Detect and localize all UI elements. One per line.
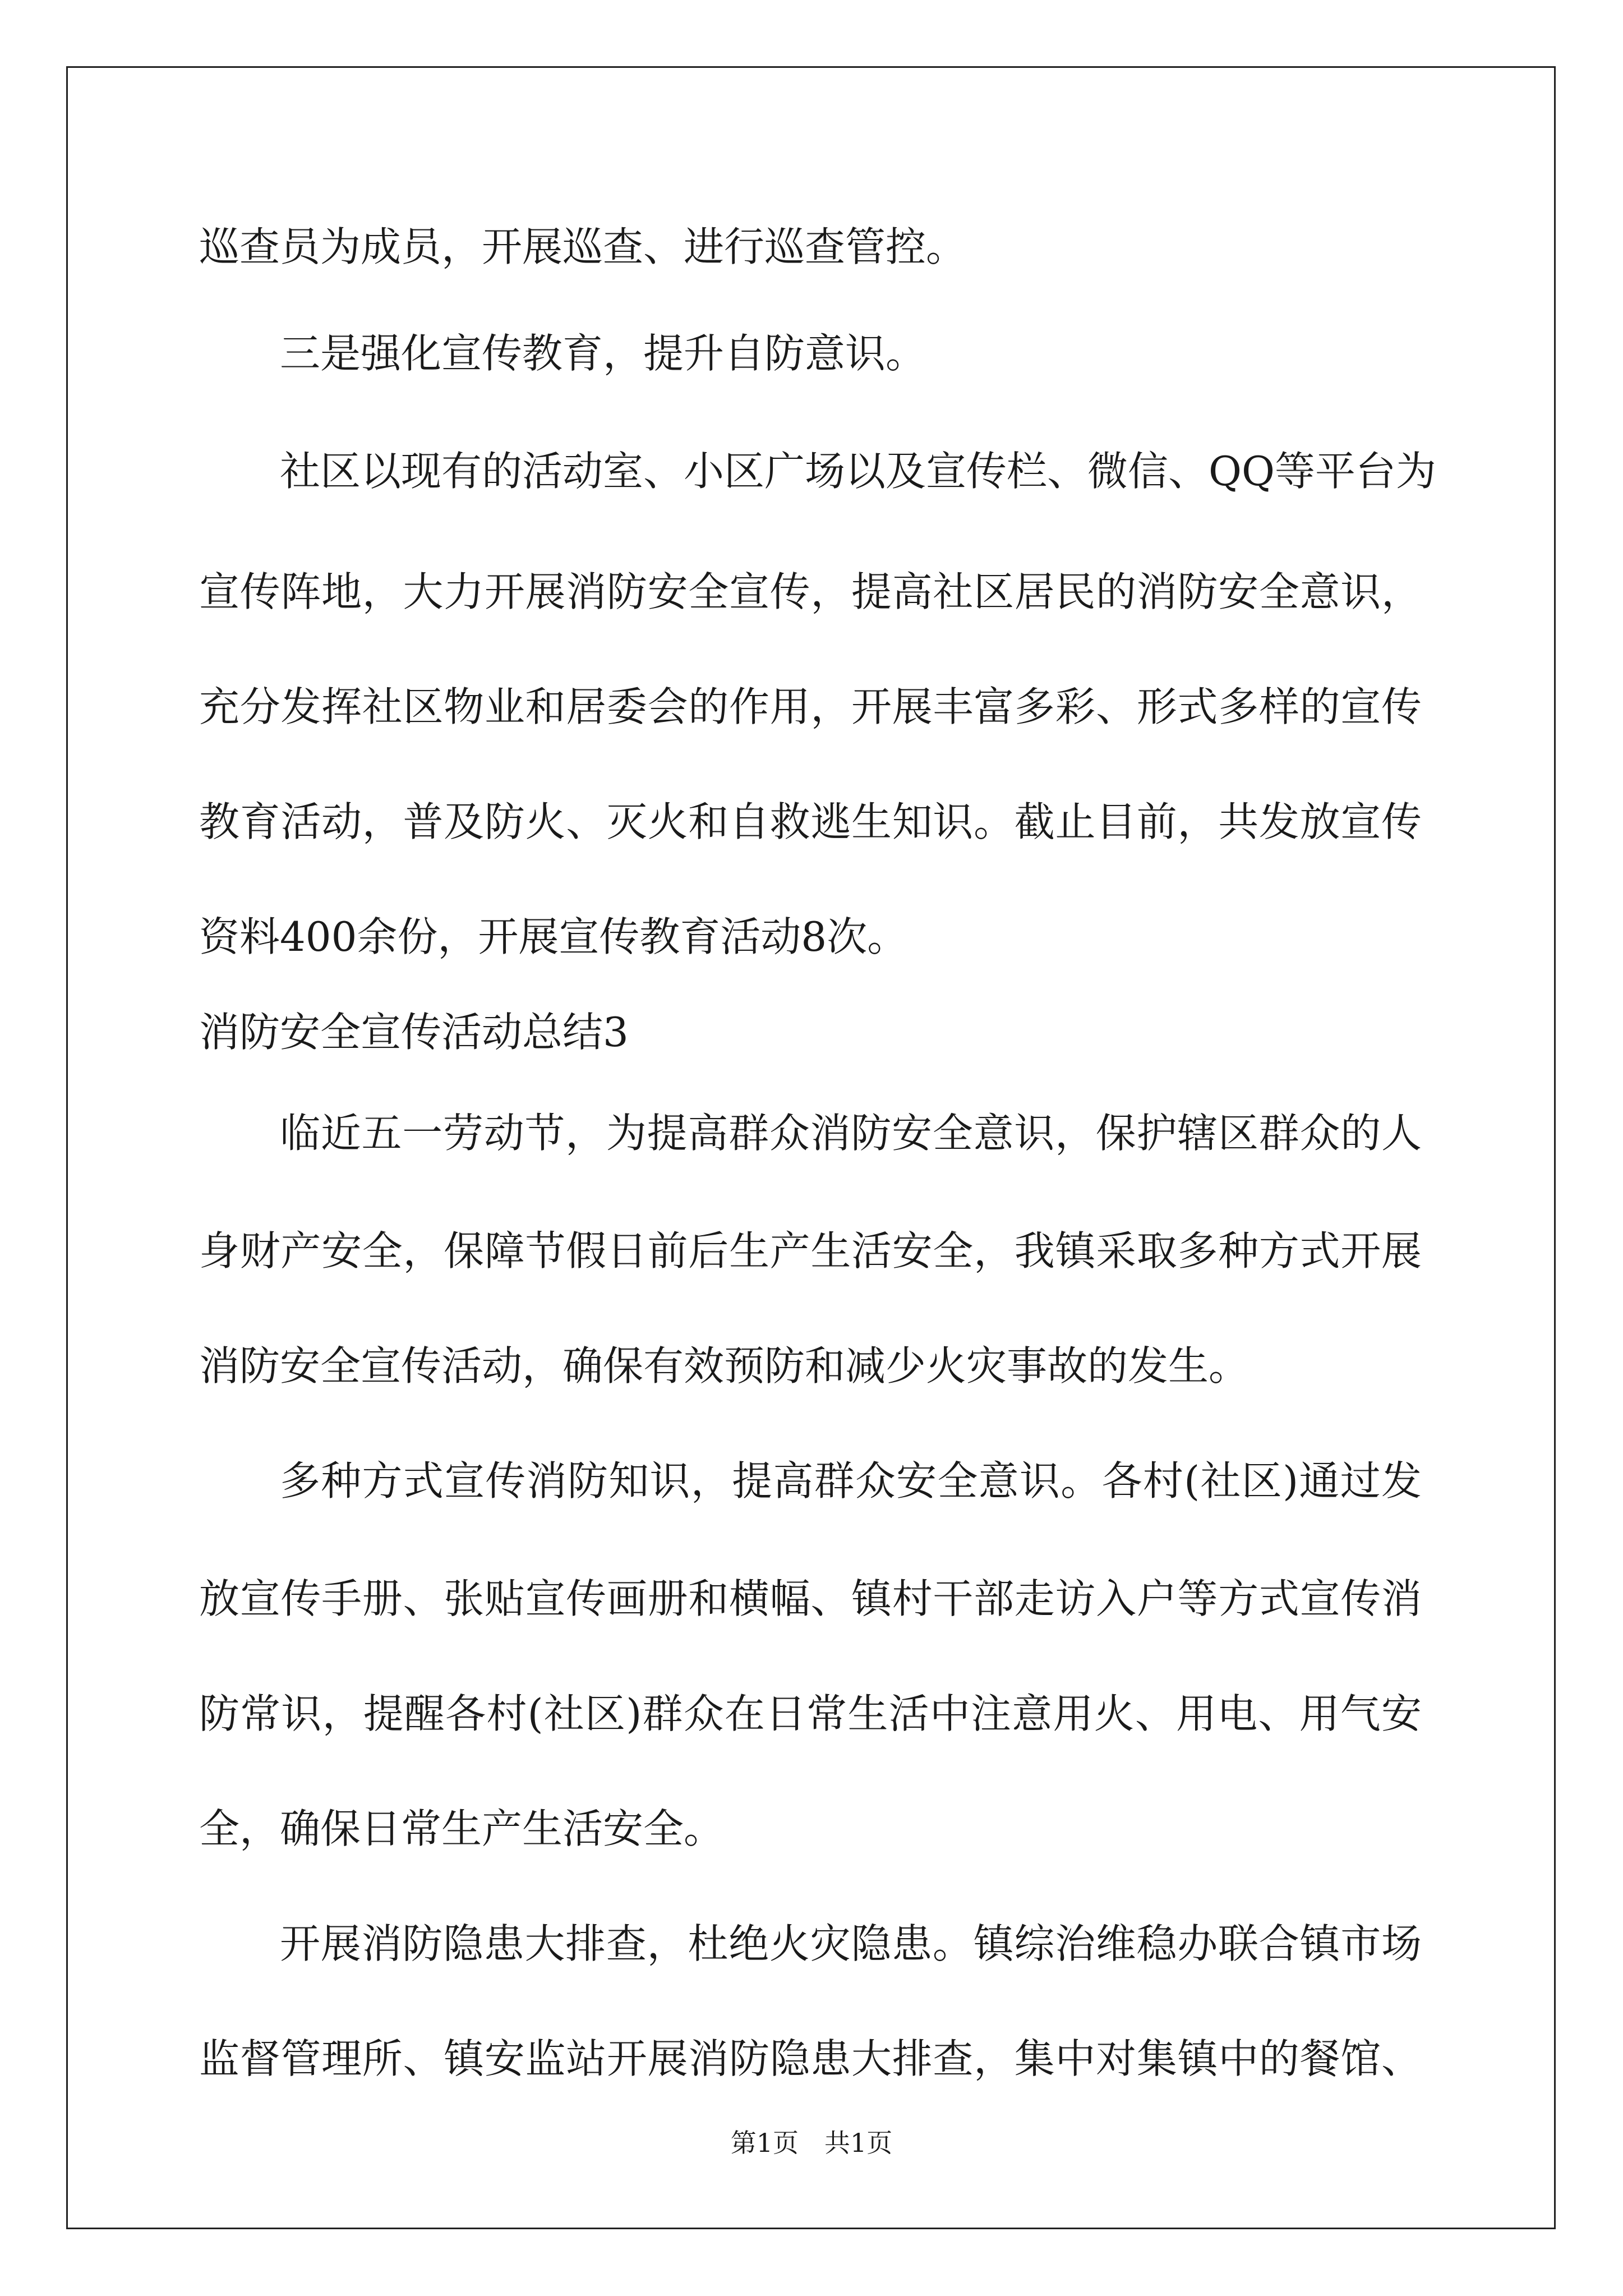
body-line: 消防安全宣传活动，确保有效预防和减少火灾事故的发生。 [199,1342,1249,1389]
body-line: 临近五一劳动节，为提高群众消防安全意识，保护辖区群众的人 [280,1110,1422,1157]
body-line: 监督管理所、镇安监站开展消防隐患大排查，集中对集镇中的餐馆、 [199,2035,1422,2082]
body-line: 全，确保日常生产生活安全。 [199,1805,725,1852]
page-total: 共1页 [824,2128,893,2158]
page-footer [0,2126,1623,2160]
body-line: 宣传阵地，大力开展消防安全宣传，提高社区居民的消防安全意识， [199,568,1422,615]
body-line: 开展消防隐患大排查，杜绝火灾隐患。镇综治维稳办联合镇市场 [280,1920,1422,1967]
body-line: 教育活动，普及防火、灭火和自救逃生知识。截止目前，共发放宣传 [199,798,1422,845]
section-title: 消防安全宣传活动总结3 [199,1009,629,1056]
body-line: 巡查员为成员，开展巡查、进行巡查管控。 [199,223,967,270]
body-line: 社区以现有的活动室、小区广场以及宣传栏、微信、QQ等平台为 [280,448,1437,495]
body-line: 资料400余份，开展宣传教育活动8次。 [199,913,908,960]
body-line: 充分发挥社区物业和居委会的作用，开展丰富多彩、形式多样的宣传 [199,683,1422,730]
body-line: 身财产安全，保障节假日前后生产生活安全，我镇采取多种方式开展 [199,1227,1422,1274]
body-line: 放宣传手册、张贴宣传画册和横幅、镇村干部走访入户等方式宣传消 [199,1575,1422,1622]
section-heading: 三是强化宣传教育，提升自防意识。 [280,330,926,377]
body-line: 多种方式宣传消防知识，提高群众安全意识。各村(社区)通过发 [280,1457,1422,1504]
body-line: 防常识，提醒各村(社区)群众在日常生活中注意用火、用电、用气安 [199,1690,1422,1737]
page-number: 第1页 [730,2128,799,2158]
